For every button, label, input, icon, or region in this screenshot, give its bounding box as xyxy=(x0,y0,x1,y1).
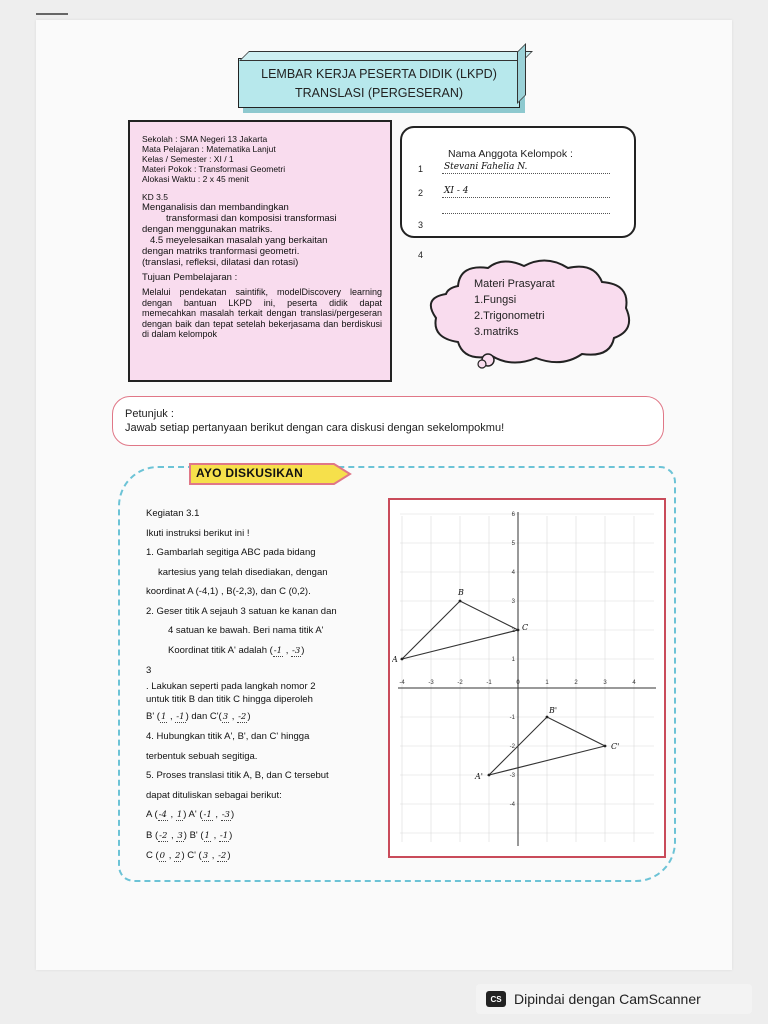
point-label: C xyxy=(522,623,529,632)
class-text: Kelas / Semester : XI / 1 xyxy=(142,154,234,164)
ayo-diskusikan-label: AYO DISKUSIKAN xyxy=(196,466,304,480)
answer-field: -1 xyxy=(203,810,212,820)
kd-text-2: transformasi dan komposisi transformasi xyxy=(166,213,337,224)
activity-intro: Ikuti instruksi berikut ini ! xyxy=(146,527,250,539)
camscanner-logo-icon: CS xyxy=(486,991,506,1007)
goal-text: Melalui pendekatan saintifik, modelDiscovery learning dengan bantuan LKPD ini, peserta didik dapat memecahkan masalah terkait dengan translasi/pergeseran dengan baik dan tepat setelah bekerjasama dan berdiskusi di dalam kelompok xyxy=(142,287,382,339)
member-row-1 xyxy=(418,162,610,174)
step-5-line-1: 5. Proses translasi titik A, B, dan C tersebut xyxy=(146,770,329,781)
answer-field: -1 xyxy=(273,645,283,656)
point-marker xyxy=(517,629,520,632)
answer-field: 1 xyxy=(176,810,183,820)
step-1-line-3: koordinat A (-4,1) , B(-2,3), dan C (0,2). xyxy=(146,586,311,597)
group-members-box xyxy=(400,126,636,238)
instruction-box xyxy=(112,396,664,446)
kd-text-4: 4.5 meyelesaikan masalah yang berkaitan xyxy=(150,235,328,246)
prerequisite-title: Materi Prasyarat xyxy=(474,278,555,290)
step-3-line-3: B' (1 , -1) dan C'(3 , -2) xyxy=(146,710,251,722)
point-marker xyxy=(604,745,607,748)
cartesian-plane xyxy=(392,502,662,854)
x-tick-label: -4 xyxy=(399,680,405,686)
answer-field: -1 xyxy=(176,711,185,722)
kd-text-1: Menganalisis dan membandingkan xyxy=(142,202,289,213)
answer-field: 3 xyxy=(222,711,229,722)
step-4-line-2: terbentuk sebuah segitiga. xyxy=(146,750,258,762)
answer-field: -2 xyxy=(238,711,247,722)
answer-field: 3 xyxy=(177,830,183,841)
member-num-4: 4 xyxy=(418,250,424,260)
kd-text-5: dengan matriks tranformasi geometri. xyxy=(142,246,300,257)
x-tick-label: -1 xyxy=(486,680,492,686)
members-title: Nama Anggota Kelompok : xyxy=(448,148,573,160)
x-tick-label: 4 xyxy=(632,680,636,686)
point-label: B xyxy=(458,588,464,597)
x-tick-label: 2 xyxy=(574,680,578,686)
y-tick-label: 6 xyxy=(511,512,515,518)
answer-field: -3 xyxy=(292,645,301,656)
translation-row-a: A (-4 , 1) A' (-1 , -3) xyxy=(146,809,235,820)
instruction-label: Petunjuk : xyxy=(125,408,174,420)
point-marker xyxy=(488,774,491,777)
y-tick-label: 2 xyxy=(511,628,515,634)
member-num: 1 xyxy=(418,164,424,174)
kd-label: KD 3.5 xyxy=(142,192,168,202)
y-tick-label: 1 xyxy=(511,657,515,663)
point-marker xyxy=(459,600,462,603)
step-1-line-2: kartesius yang telah disediakan, dengan xyxy=(158,566,328,578)
identity-box xyxy=(128,120,392,382)
answer-field: -2 xyxy=(218,851,227,861)
y-tick-label: 5 xyxy=(511,541,515,547)
answer-field: -2 xyxy=(159,830,168,841)
answer-field: -3 xyxy=(221,810,230,820)
point-label: B' xyxy=(549,706,558,715)
translation-row-c: C (0 , 2) C' (3 , -2) xyxy=(146,850,231,861)
step-3-number: 3 xyxy=(146,665,152,676)
answer-field: 0 xyxy=(159,851,166,861)
y-tick-label: -2 xyxy=(509,744,515,750)
answer-field: -1 xyxy=(219,830,229,841)
point-marker xyxy=(401,658,404,661)
step-2-line-3: Koordinat titik A' adalah (-1 , -3) xyxy=(168,644,305,656)
prerequisite-item: 2.Trigonometri xyxy=(474,310,545,322)
prerequisite-item: 1.Fungsi xyxy=(474,294,517,306)
point-label: A' xyxy=(475,772,483,781)
step-2-line-2: 4 satuan ke bawah. Beri nama titik A' xyxy=(168,625,324,636)
scanner-watermark xyxy=(476,984,752,1014)
answer-field: 1 xyxy=(204,830,210,841)
member-name-field: Stevani Fahelia N. xyxy=(442,162,610,174)
member-num: 2 xyxy=(418,188,424,198)
x-tick-label: 0 xyxy=(516,680,520,686)
point-label: A xyxy=(392,655,398,664)
title-line-2: TRANSLASI (PERGESERAN) xyxy=(294,86,464,100)
member-row-2 xyxy=(418,186,610,198)
step-2-line-1: 2. Geser titik A sejauh 3 satuan ke kanan dan xyxy=(146,605,337,617)
instruction-text: Jawab setiap pertanyaan berikut dengan cara diskusi dengan sekelompokmu! xyxy=(125,422,505,434)
step-3-line-2: untuk titik B dan titik C hingga diperoleh xyxy=(146,693,313,705)
activity-instructions xyxy=(146,504,376,867)
worksheet-title xyxy=(238,58,520,108)
translation-row-b: B (-2 , 3) B' (1 , -1) xyxy=(146,829,233,841)
answer-field: 1 xyxy=(160,711,167,722)
scanner-text: Dipindai dengan CamScanner xyxy=(514,991,701,1007)
kd-text-3: dengan menggunakan matriks. xyxy=(142,224,273,235)
member-name-field: XI - 4 xyxy=(442,186,610,198)
y-tick-label: -1 xyxy=(509,715,515,721)
member-num-3: 3 xyxy=(418,220,424,230)
subject-text: Mata Pelajaran : Matematika Lanjut xyxy=(142,144,276,154)
school-text: Sekolah : SMA Negeri 13 Jakarta xyxy=(142,134,268,144)
x-tick-label: 3 xyxy=(603,680,607,686)
time-text: Alokasi Waktu : 2 x 45 menit xyxy=(142,174,249,184)
activity-title: Kegiatan 3.1 xyxy=(146,508,200,519)
prerequisite-text xyxy=(474,276,555,340)
x-tick-label: -3 xyxy=(428,680,434,686)
member-name-field xyxy=(442,202,610,214)
answer-field: 3 xyxy=(202,851,209,861)
answer-field: -4 xyxy=(158,810,167,820)
step-5-line-2: dapat dituliskan sebagai berikut: xyxy=(146,789,282,801)
y-tick-label: -4 xyxy=(509,802,515,808)
step-4-line-1: 4. Hubungkan titik A', B', dan C' hingga xyxy=(146,731,310,742)
y-tick-label: 3 xyxy=(511,599,515,605)
title-line-1: LEMBAR KERJA PESERTA DIDIK (LKPD) xyxy=(261,67,497,81)
point-marker xyxy=(546,716,549,719)
point-label: C' xyxy=(611,742,620,751)
y-tick-label: 4 xyxy=(511,570,515,576)
prerequisite-item: 3.matriks xyxy=(474,326,519,338)
answer-field: 2 xyxy=(175,851,181,861)
scan-mark xyxy=(36,13,68,15)
step-3-line-1: . Lakukan seperti pada langkah nomor 2 xyxy=(146,680,316,692)
step-1-line-1: 1. Gambarlah segitiga ABC pada bidang xyxy=(146,547,316,558)
topic-text: Materi Pokok : Transformasi Geometri xyxy=(142,164,286,174)
x-tick-label: 1 xyxy=(545,680,549,686)
kd-text-6: (translasi, refleksi, dilatasi dan rotasi) xyxy=(142,257,299,268)
goal-title: Tujuan Pembelajaran : xyxy=(142,272,238,283)
member-row-blank xyxy=(442,202,610,214)
x-tick-label: -2 xyxy=(457,680,463,686)
y-tick-label: -3 xyxy=(509,773,515,779)
